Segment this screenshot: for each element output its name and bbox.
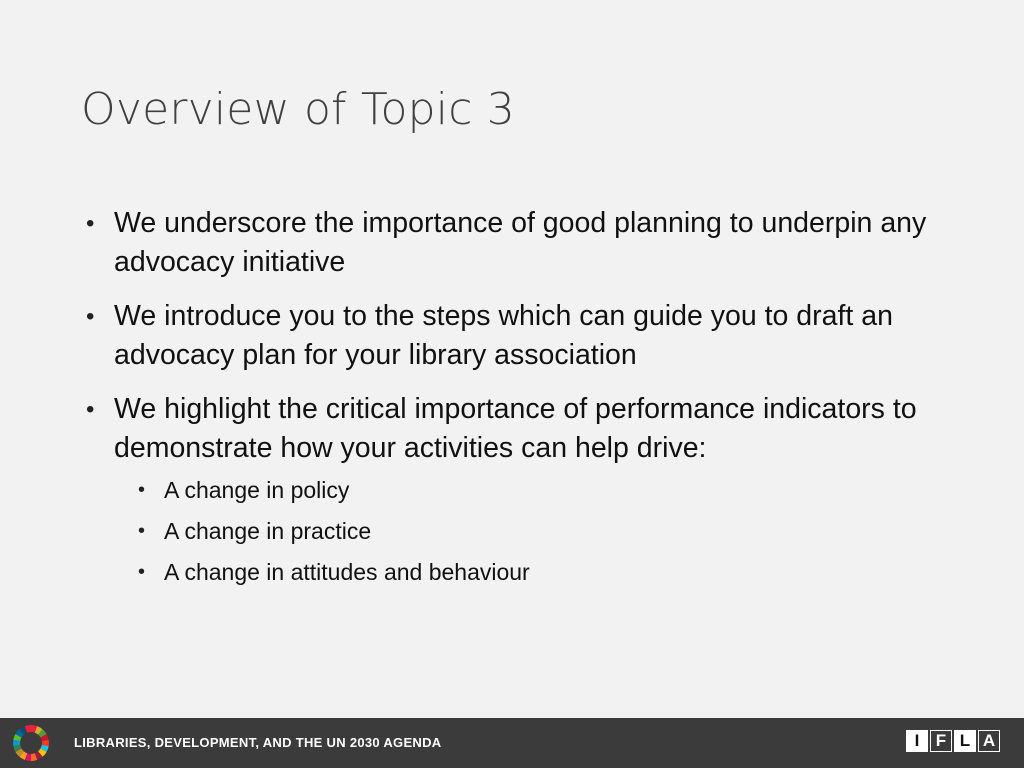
- ifla-logo-letter: I: [906, 730, 928, 752]
- bullet-text: We introduce you to the steps which can guide you to draft an advocacy plan for your library association: [114, 300, 893, 371]
- sub-bullet-item: [86, 558, 1006, 587]
- bullet-item: [86, 204, 1006, 282]
- sub-bullet-text: A change in practice: [164, 518, 372, 544]
- slide-title: Overview of Topic 3: [81, 84, 515, 135]
- sdg-wheel-icon: [12, 724, 50, 762]
- footer-bar: [0, 718, 1024, 768]
- sub-bullet-glyph: •: [138, 520, 146, 542]
- bullet-list: [86, 204, 1006, 599]
- sub-bullet-text: A change in policy: [164, 477, 350, 503]
- sub-bullet-list: [86, 476, 1006, 587]
- bullet-text: We highlight the critical importance of performance indicators to demonstrate how your activities can help drive:: [114, 393, 917, 464]
- bullet-item: [86, 297, 1006, 375]
- sub-bullet-glyph: •: [138, 479, 146, 501]
- bullet-text: We underscore the importance of good planning to underpin any advocacy initiative: [114, 207, 927, 278]
- ifla-logo-letter: L: [954, 730, 976, 752]
- bullet-glyph: •: [86, 303, 95, 330]
- bullet-item: [86, 390, 1006, 468]
- bullet-glyph: •: [86, 210, 95, 237]
- sub-bullet-item: [86, 476, 1006, 505]
- ifla-logo: [906, 730, 1000, 752]
- sub-bullet-item: [86, 517, 1006, 546]
- ifla-logo-letter: F: [930, 730, 952, 752]
- sub-bullet-text: A change in attitudes and behaviour: [164, 559, 530, 585]
- sub-bullet-glyph: •: [138, 561, 146, 583]
- footer-title: LIBRARIES, DEVELOPMENT, AND THE UN 2030 AGENDA: [74, 735, 442, 750]
- bullet-glyph: •: [86, 396, 95, 423]
- ifla-logo-letter: A: [978, 730, 1000, 752]
